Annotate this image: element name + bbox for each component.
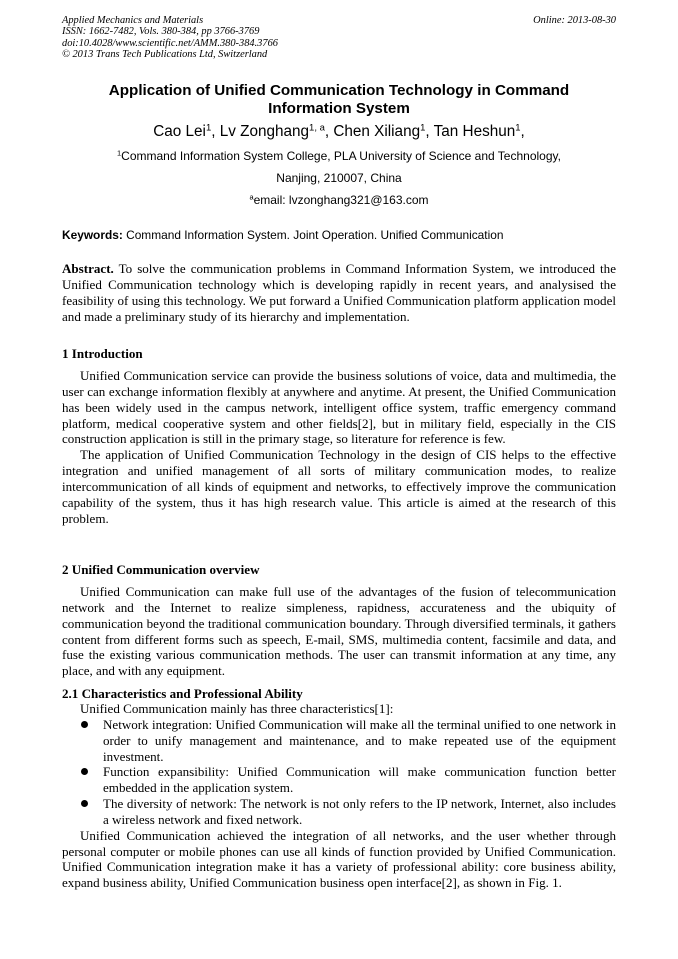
- author-affiliation-mark: 1: [515, 122, 521, 134]
- bullet-icon: [81, 768, 88, 775]
- keywords: [62, 228, 616, 243]
- author-name: Cao Lei: [153, 123, 206, 140]
- bullet-icon: [81, 800, 88, 807]
- overview-body: [62, 584, 616, 679]
- online-date: Online: 2013-08-30: [533, 15, 616, 26]
- doi-line: doi:10.4028/www.scientific.net/AMM.380-384.3766: [62, 37, 278, 49]
- paragraph: Unified Communication achieved the integration of all networks, and the user whether through personal computer or mobile phones can use all kinds of function provided by Unified Communication. Unified Communication integration make it has a variety of professional ability: core business ability, expand business ability, Unified Communication business open interface[2], as shown in Fig. 1.: [62, 827, 616, 891]
- introduction-body: [62, 368, 616, 526]
- email-text: email: lvzonghang321@163.com: [253, 193, 429, 207]
- paper-title: [62, 82, 616, 118]
- author-list: [62, 122, 616, 142]
- abstract: [62, 261, 616, 324]
- email-line: [62, 193, 616, 208]
- bullet-icon: [81, 721, 88, 728]
- keywords-text: Command Information System. Joint Operation. Unified Communication: [122, 228, 504, 242]
- author-affiliation-mark: 1, a: [309, 122, 325, 134]
- section-heading-overview: 2 Unified Communication overview: [62, 562, 260, 577]
- bullet-item: Function expansibility: Unified Communication will make communication function better embedded in the application system.: [62, 764, 616, 796]
- issn-line: ISSN: 1662-7482, Vols. 380-384, pp 3766-3769: [62, 26, 260, 38]
- author-name: Tan Heshun: [433, 123, 516, 140]
- title-line-1: Application of Unified Communication Technology in Command: [108, 82, 570, 99]
- journal-header: [62, 15, 616, 60]
- paragraph: Unified Communication can make full use of the advantages of the fusion of telecommunication network and the Internet to realize simpleness, rapidness, accurateness and the ubiquity of communication beyond the traditional communication boundary. Through diversified terminals, it gathers content from different forms such as speech, E-mail, SMS, multimedia content, facsimile and data, and fuse the existing various communication methods. The user can transmit information at any time, any place, and with any equipment.: [62, 584, 616, 679]
- characteristics-body: [62, 701, 616, 891]
- author-name: Lv Zonghang: [219, 123, 310, 140]
- subsection-heading-characteristics: 2.1 Characteristics and Professional Ability: [62, 686, 303, 701]
- abstract-text: To solve the communication problems in Command Information System, we introduced the Unified Communication technology which is developing rapidly in recent years, and analysised the feasibility of using this technology. We put forward a Unified Communication platform application model and made a preliminary study of its hierarchy and implementation.: [62, 261, 616, 324]
- section-heading-introduction: 1 Introduction: [62, 346, 143, 361]
- affiliation-line-2: Nanjing, 210007, China: [276, 171, 402, 185]
- abstract-label: Abstract.: [62, 261, 114, 276]
- email-mark: a: [249, 192, 254, 202]
- author-separator: ,: [211, 123, 220, 140]
- affiliation-mark: 1: [117, 148, 122, 158]
- copyright-line: © 2013 Trans Tech Publications Ltd, Switzerland: [62, 48, 268, 60]
- bullet-item: Network integration: Unified Communication will make all the terminal unified to one network in order to unify management and maintenance, and to make repeated use of the equipment investment.: [62, 717, 616, 765]
- author-separator: ,: [425, 123, 434, 140]
- paragraph: Unified Communication service can provide the business solutions of voice, data and multimedia, the user can exchange information flexibly at anywhere and anytime. At present, the Unified Communication has been widely used in the campus network, intelligent office system, traffic emergency command platform, medical cooperative system and other fields[2], but in military field, especially in the CIS construction application is still in the primary stage, so literature for reference is few.: [62, 368, 616, 447]
- keywords-label: Keywords:: [62, 228, 123, 242]
- author-affiliation-mark: 1: [420, 122, 426, 134]
- paragraph: The application of Unified Communication Technology in the design of CIS helps to the effective integration and unified management of all sorts of military communication modes, to realize intercommunication of all kinds of equipment and networks, to effectively improve the communication capability of the system, thus it has high research value. This article is aimed at the research of this problem.: [62, 447, 616, 526]
- affiliation-text: Command Information System College, PLA University of Science and Technology,: [121, 149, 561, 163]
- bullet-item: The diversity of network: The network is not only refers to the IP network, Internet, also includes a wireless network and fixed network.: [62, 796, 616, 828]
- author-separator: ,: [324, 123, 334, 140]
- author-separator: ,: [520, 123, 525, 140]
- title-line-2: Information System: [268, 100, 410, 117]
- author-affiliation-mark: 1: [205, 122, 212, 134]
- journal-name: Applied Mechanics and Materials: [62, 15, 204, 26]
- author-name: Chen Xiliang: [333, 123, 421, 140]
- affiliation-line-1: [62, 149, 616, 164]
- paragraph: Unified Communication mainly has three characteristics[1]:: [80, 701, 394, 716]
